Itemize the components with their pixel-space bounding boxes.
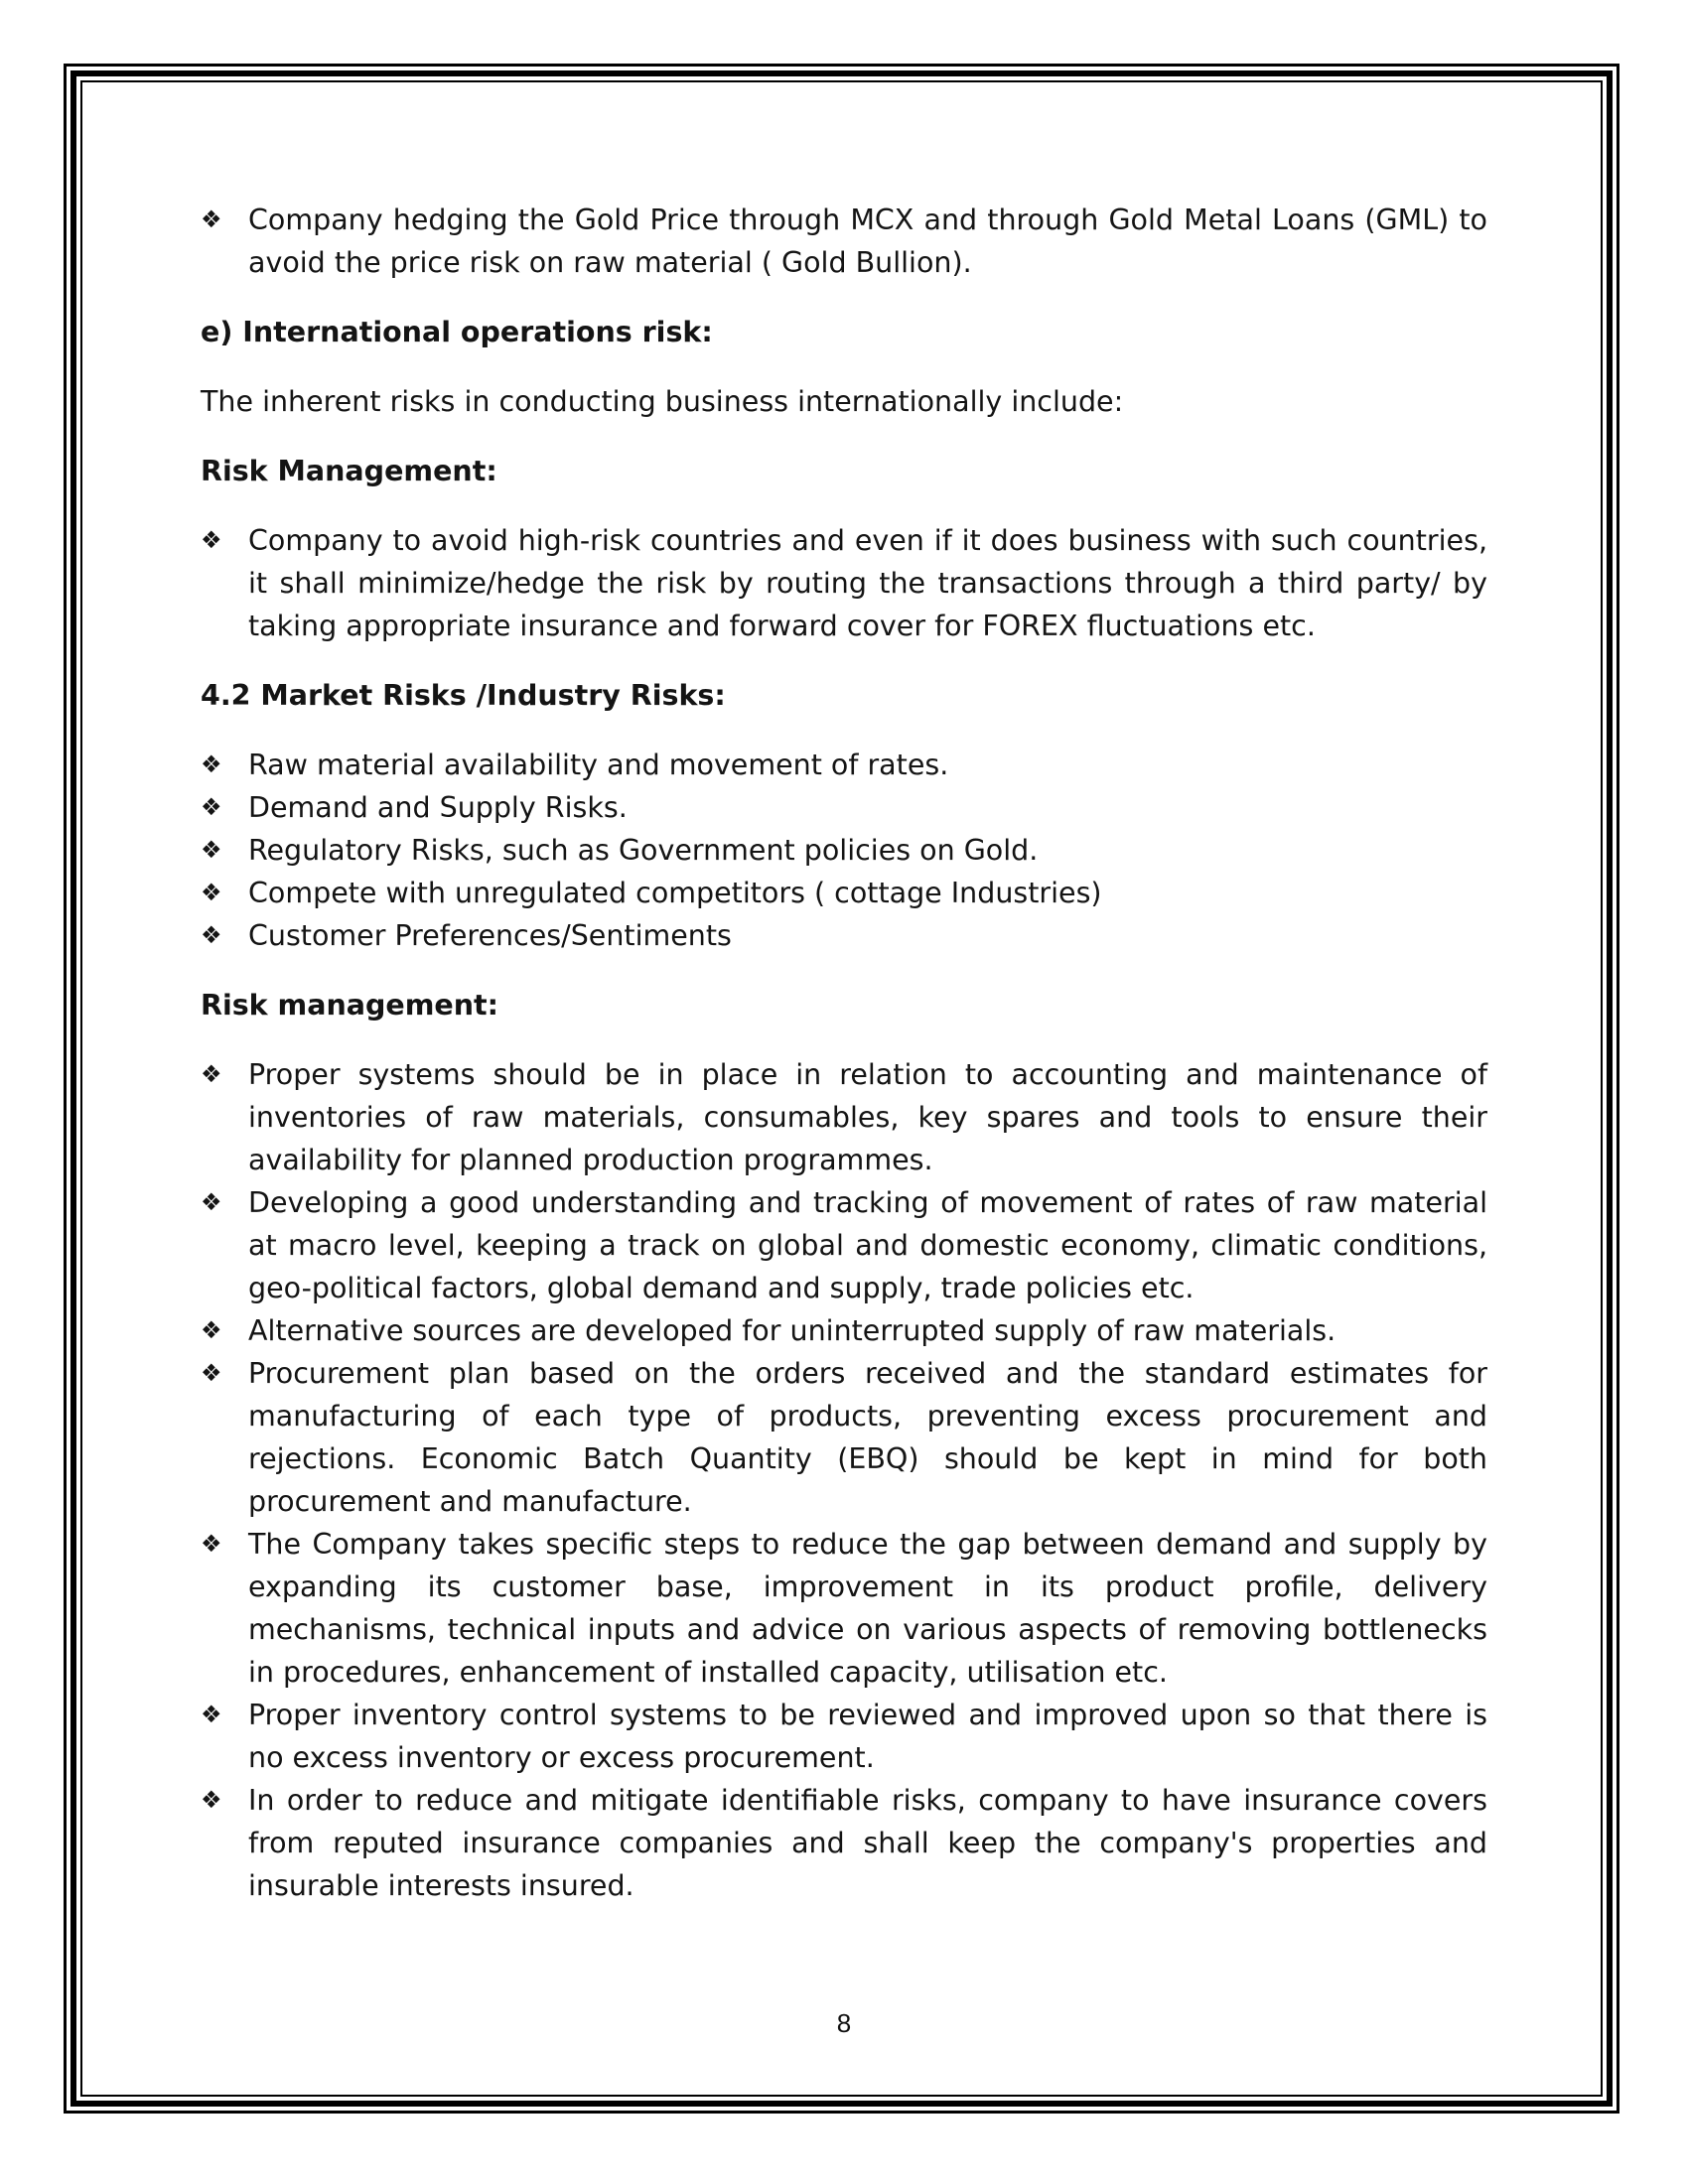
diamond-bullet-icon: ❖ bbox=[201, 793, 222, 821]
intro-bullet-list bbox=[201, 199, 1487, 284]
list-item: ❖ Developing a good understanding and tracking of movement of rates of raw material at macro level, keeping a track on global and domestic economy, climatic conditions, geo-political factors, global demand and supply, trade policies etc. bbox=[201, 1181, 1487, 1309]
list-item: ❖ Demand and Supply Risks. bbox=[201, 786, 1487, 829]
diamond-bullet-icon: ❖ bbox=[201, 1530, 222, 1558]
diamond-bullet-icon: ❖ bbox=[201, 205, 222, 233]
section-heading-international: e) International operations risk: bbox=[201, 316, 713, 348]
page-number: 8 bbox=[836, 2008, 852, 2038]
list-item: ❖ Compete with unregulated competitors ( cottage Industries) bbox=[201, 872, 1487, 914]
diamond-bullet-icon: ❖ bbox=[201, 751, 222, 778]
market-risks-bullet-list bbox=[201, 744, 1487, 957]
list-item: ❖ Regulatory Risks, such as Government policies on Gold. bbox=[201, 829, 1487, 872]
risk-management-2-bullet-list bbox=[201, 1053, 1487, 1907]
list-item: ❖ Company to avoid high-risk countries and even if it does business with such countries, it shall minimize/hedge the risk by routing the transactions through a third party/ by taking appropriate insurance and forward cover for FOREX fluctuations etc. bbox=[201, 519, 1487, 647]
list-item: ❖ Company hedging the Gold Price through MCX and through Gold Metal Loans (GML) to avoid the price risk on raw material ( Gold Bullion). bbox=[201, 199, 1487, 284]
list-item: ❖ Raw material availability and movement of rates. bbox=[201, 744, 1487, 786]
diamond-bullet-icon: ❖ bbox=[201, 1359, 222, 1387]
list-item: ❖ In order to reduce and mitigate identifiable risks, company to have insurance covers from reputed insurance companies and shall keep the company's properties and insurable interests insured. bbox=[201, 1779, 1487, 1907]
list-item: ❖ Procurement plan based on the orders received and the standard estimates for manufacturing of each type of products, preventing excess procurement and rejections. Economic Batch Quantity (EBQ) should be kept in mind for both procurement and manufacture. bbox=[201, 1352, 1487, 1523]
section-heading-risk-management: Risk Management: bbox=[201, 455, 497, 487]
diamond-bullet-icon: ❖ bbox=[201, 879, 222, 906]
diamond-bullet-icon: ❖ bbox=[201, 526, 222, 554]
list-item: ❖ Proper systems should be in place in relation to accounting and maintenance of inventories of raw materials, consumables, key spares and tools to ensure their availability for planned production programmes. bbox=[201, 1053, 1487, 1181]
diamond-bullet-icon: ❖ bbox=[201, 1060, 222, 1088]
diamond-bullet-icon: ❖ bbox=[201, 1188, 222, 1216]
risk-management-bullet-list bbox=[201, 519, 1487, 647]
diamond-bullet-icon: ❖ bbox=[201, 1316, 222, 1344]
diamond-bullet-icon: ❖ bbox=[201, 1786, 222, 1814]
list-item: ❖ Alternative sources are developed for uninterrupted supply of raw materials. bbox=[201, 1309, 1487, 1352]
international-intro-text: The inherent risks in conducting business internationally include: bbox=[201, 385, 1124, 418]
list-item: ❖ Customer Preferences/Sentiments bbox=[201, 914, 1487, 957]
diamond-bullet-icon: ❖ bbox=[201, 1701, 222, 1728]
list-item: ❖ Proper inventory control systems to be reviewed and improved upon so that there is no excess inventory or excess procurement. bbox=[201, 1694, 1487, 1779]
diamond-bullet-icon: ❖ bbox=[201, 921, 222, 949]
section-heading-market-risks: 4.2 Market Risks /Industry Risks: bbox=[201, 679, 726, 712]
diamond-bullet-icon: ❖ bbox=[201, 836, 222, 864]
list-item: ❖ The Company takes specific steps to reduce the gap between demand and supply by expanding its customer base, improvement in its product profile, delivery mechanisms, technical inputs and advice on various aspects of removing bottlenecks in procedures, enhancement of installed capacity, utilisation etc. bbox=[201, 1523, 1487, 1694]
document-body bbox=[201, 199, 1487, 1907]
section-heading-risk-management-2: Risk management: bbox=[201, 989, 499, 1022]
